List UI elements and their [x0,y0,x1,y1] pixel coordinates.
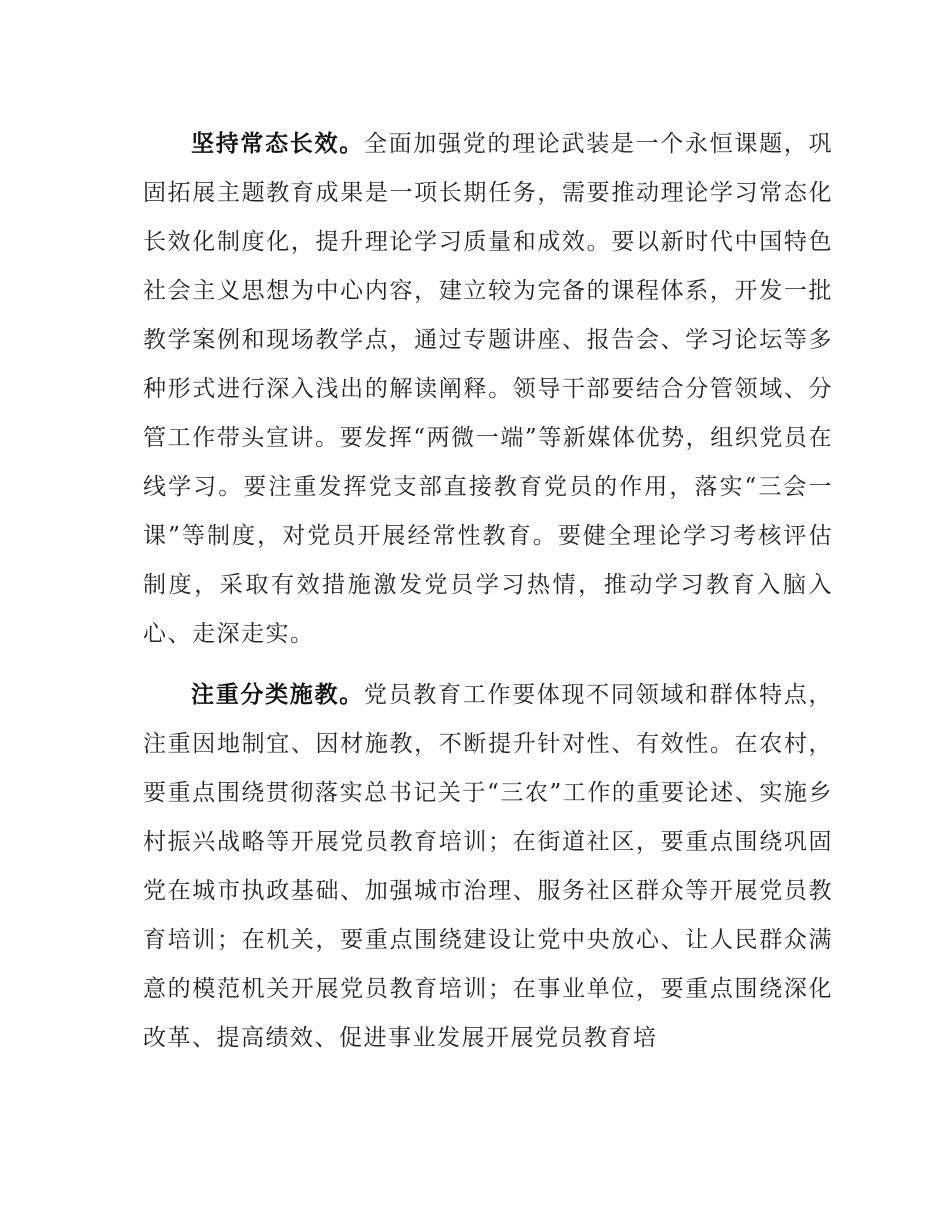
paragraph-persist-normalization [143,120,833,659]
paragraph-body-text: 全面加强党的理论武装是一个永恒课题，巩固拓展主题教育成果是一项长期任务，需要推动理论学习常态化长效化制度化，提升理论学习质量和成效。要以新时代中国特色社会主义思想为中心内容，建立较为完备的课程体系，开发一批教学案例和现场教学点，通过专题讲座、报告会、学习论坛等多种形式进行深入浅出的解读阐释。领导干部要结合分管领域、分管工作带头宣讲。要发挥“两微一端”等新媒体优势，组织党员在线学习。要注重发挥党支部直接教育党员的作用，落实“三会一课”等制度，对党员开展经常性教育。要健全理论学习考核评估制度，采取有效措施激发党员学习热情，推动学习教育入脑入心、走深走实。 [143,131,834,647]
paragraph-lead-heading: 坚持常态长效。 [191,131,364,157]
paragraph-lead-heading: 注重分类施教。 [191,682,364,708]
document-body [143,120,833,1063]
paragraph-body-text: 党员教育工作要体现不同领域和群体特点，注重因地制宜、因材施教，不断提升针对性、有效性。在农村，要重点围绕贯彻落实总书记关于“三农”工作的重要论述、实施乡村振兴战略等开展党员教育培训；在街道社区，要重点围绕巩固党在城市执政基础、加强城市治理、服务社区群众等开展党员教育培训；在机关，要重点围绕建设让党中央放心、让人民群众满意的模范机关开展党员教育培训；在事业单位，要重点围绕深化改革、提高绩效、促进事业发展开展党员教育培 [143,682,834,1051]
paragraph-categorized-teaching [143,671,833,1063]
